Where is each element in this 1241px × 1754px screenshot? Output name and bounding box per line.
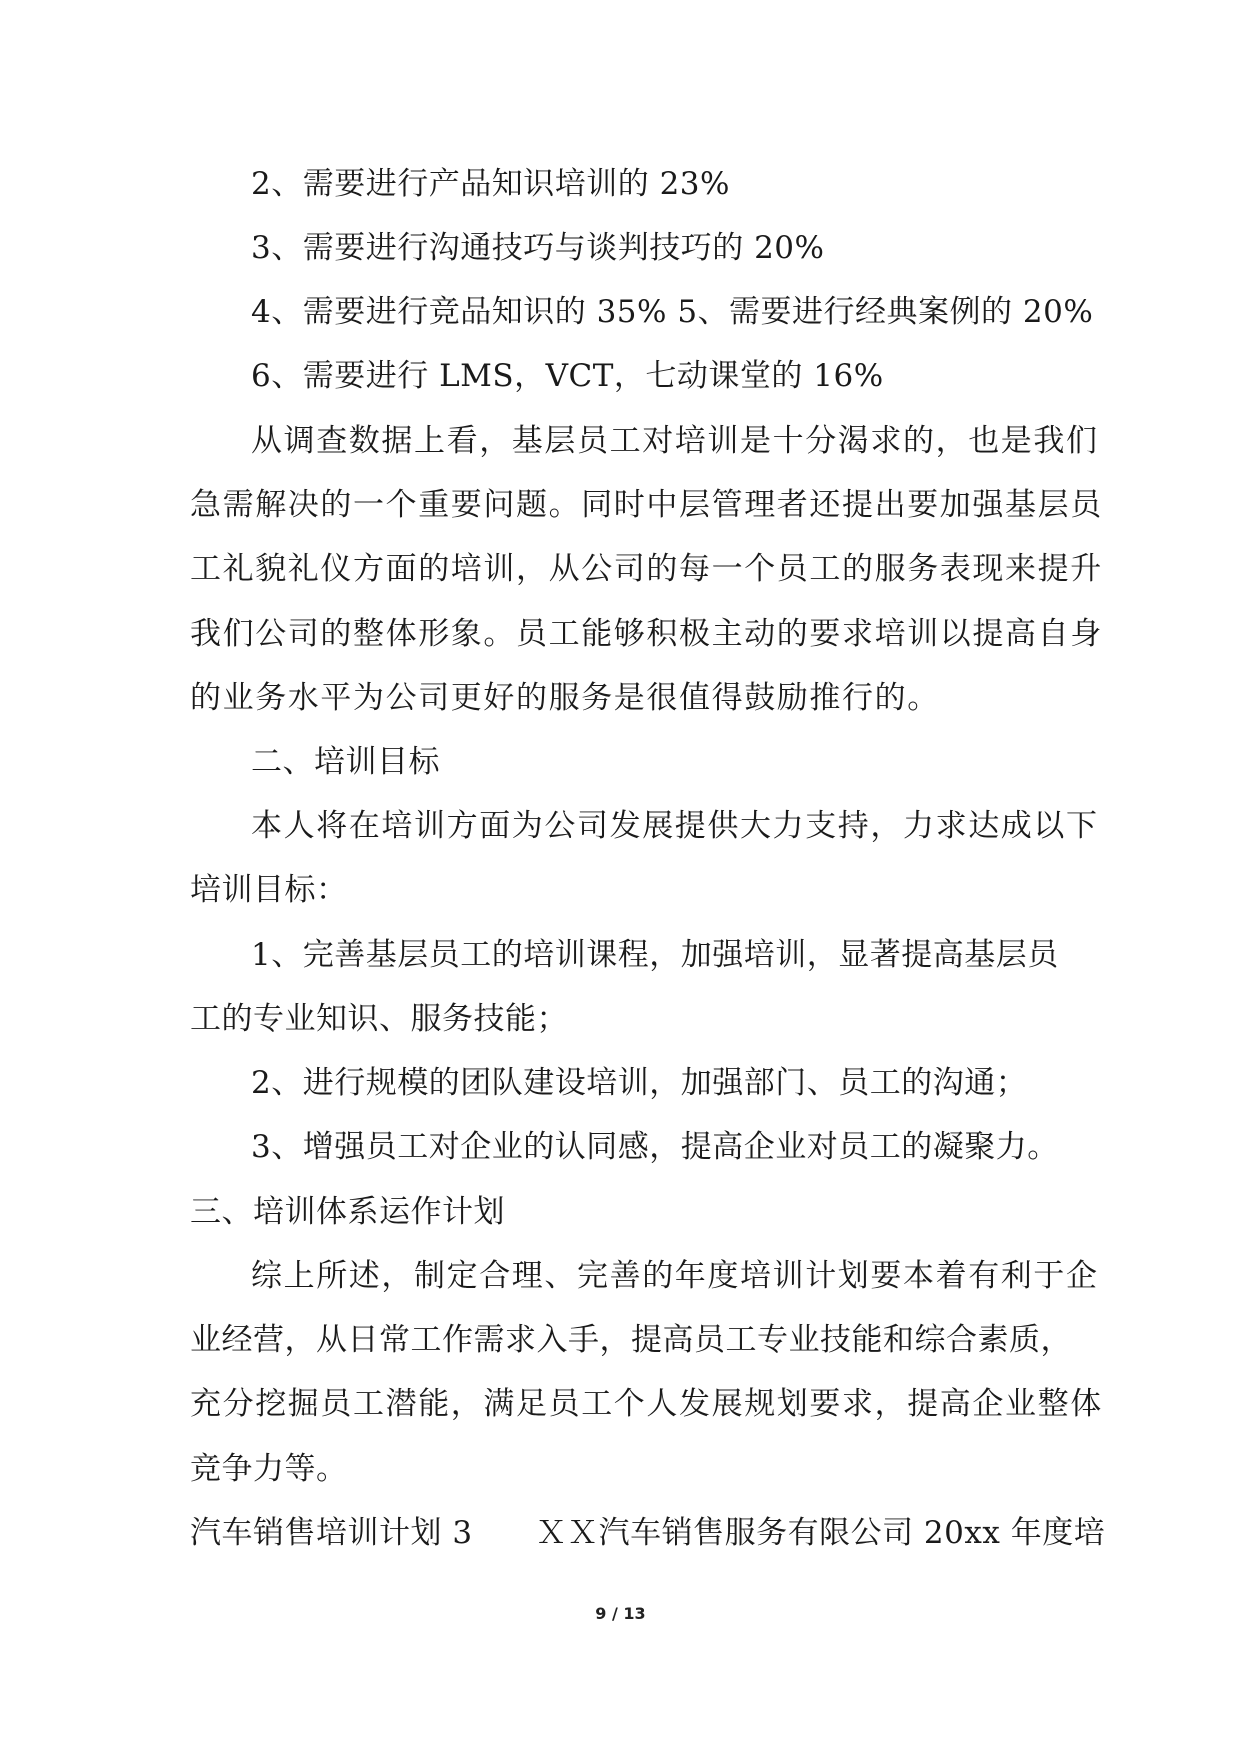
list-item: 3、增强员工对企业的认同感，提高企业对员工的凝聚力。 bbox=[251, 1129, 1059, 1165]
paragraph-line: 业经营，从日常工作需求入手，提高员工专业技能和综合素质， bbox=[190, 1322, 1072, 1358]
section-heading: 二、培训目标 bbox=[251, 744, 440, 780]
paragraph-line: 我们公司的整体形象。员工能够积极主动的要求培训以提高自身 bbox=[190, 616, 1103, 652]
section-heading: 三、培训体系运作计划 bbox=[190, 1194, 505, 1230]
list-item: 6、需要进行 LMS，VCT，七动课堂的 16% bbox=[251, 358, 884, 394]
paragraph-line: 从调查数据上看，基层员工对培训是十分渴求的，也是我们 bbox=[251, 423, 1099, 459]
list-item: 3、需要进行沟通技巧与谈判技巧的 20% bbox=[251, 230, 825, 266]
list-item: 2、进行规模的团队建设培训，加强部门、员工的沟通； bbox=[251, 1065, 1028, 1101]
paragraph-line: 本人将在培训方面为公司发展提供大力支持，力求达成以下 bbox=[251, 808, 1099, 844]
paragraph-line: 的业务水平为公司更好的服务是很值得鼓励推行的。 bbox=[190, 680, 940, 716]
list-item: 4、需要进行竞品知识的 35% 5、需要进行经典案例的 20% bbox=[251, 294, 1094, 330]
paragraph-line: 急需解决的一个重要问题。同时中层管理者还提出要加强基层员 bbox=[190, 487, 1103, 523]
list-item: 工的专业知识、服务技能； bbox=[190, 1001, 568, 1037]
list-item: 2、需要进行产品知识培训的 23% bbox=[251, 166, 730, 202]
paragraph-line: 竞争力等。 bbox=[190, 1451, 348, 1487]
paragraph-line: 综上所述，制定合理、完善的年度培训计划要本着有利于企 bbox=[251, 1258, 1099, 1294]
paragraph-line: 培训目标： bbox=[190, 872, 348, 908]
paragraph-line: 工礼貌礼仪方面的培训，从公司的每一个员工的服务表现来提升 bbox=[190, 551, 1103, 587]
paragraph-line: 汽车销售培训计划 3 ＸＸ汽车销售服务有限公司 20xx 年度培 bbox=[190, 1515, 1106, 1551]
list-item: 1、完善基层员工的培训课程，加强培训，显著提高基层员 bbox=[251, 937, 1059, 973]
paragraph-line: 充分挖掘员工潜能，满足员工个人发展规划要求，提高企业整体 bbox=[190, 1386, 1103, 1422]
page-number: 9 / 13 bbox=[595, 1604, 646, 1623]
